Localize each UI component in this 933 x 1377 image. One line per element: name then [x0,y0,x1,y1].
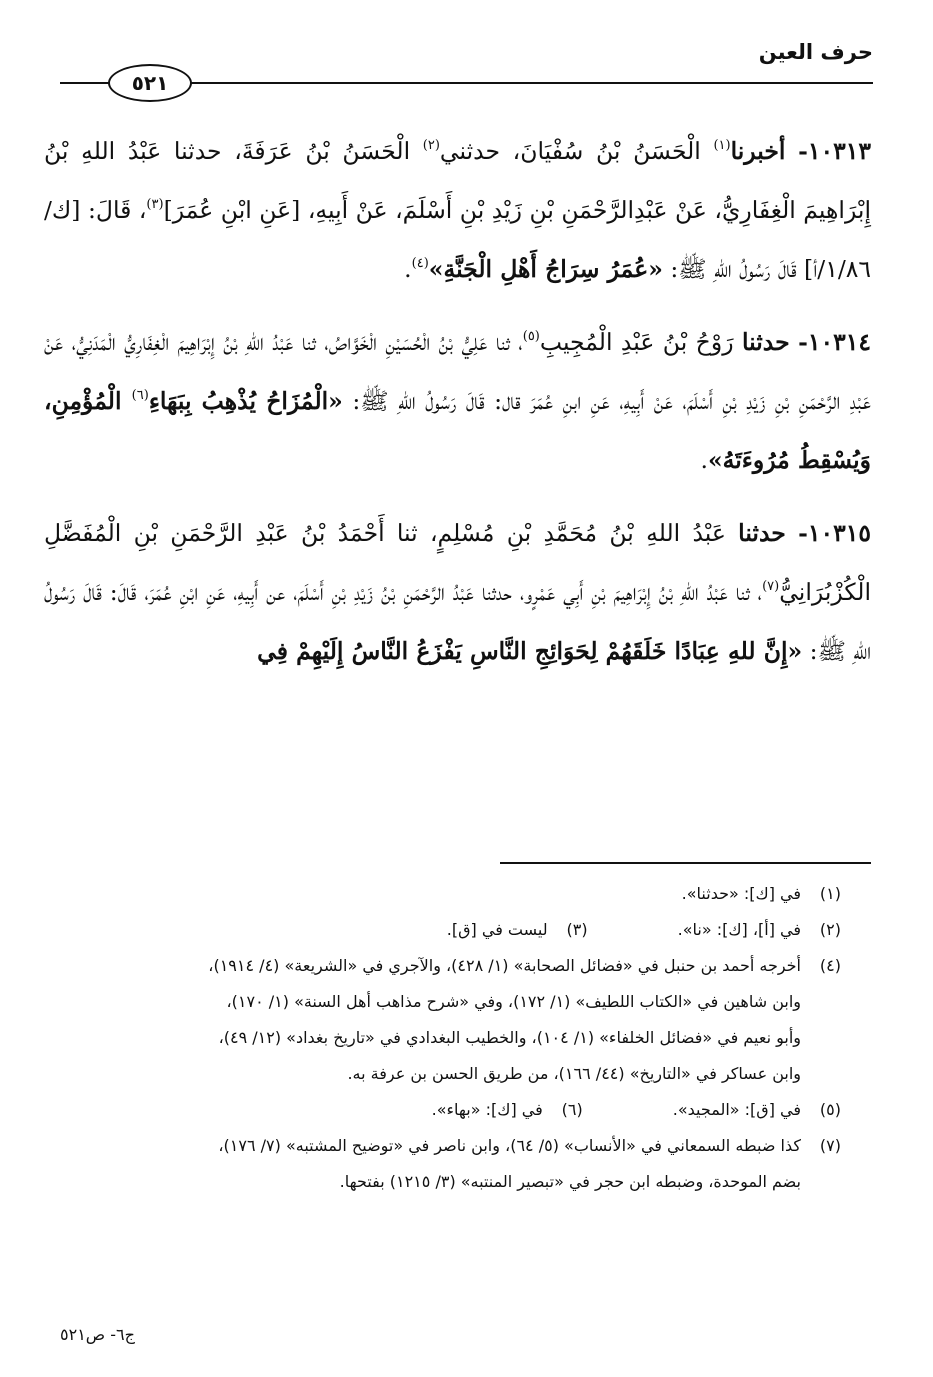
footnote-5-6 [110,1092,841,1128]
footnote-ref[interactable]: (٢) [422,138,440,153]
footnote-text: في [ك]: «حدثنا». [681,884,801,903]
hadith-quote: «إِنَّ للهِ عِبَادًا خَلَقَهُمْ لِحَوَائِجِ النَّاسِ يَفْزَعُ النَّاسُ إِلَيْهِمْ فِي [257,637,803,665]
footnotes [110,876,841,1200]
hadith-text: ، قَالَ: [ك/١/٨٦/أ] قَالَ رَسُولُ اللهِ ﷺ: [44,196,871,283]
footnote-6 [432,1100,583,1119]
hadith-keyword: حدثنا [738,519,786,547]
hadith-10315 [44,504,871,681]
footnote-ref[interactable]: (١) [713,138,731,153]
hadith-number: ١٠٣١٤- [798,328,871,356]
footnote-text: في [ق]: «المجيد». [672,1100,801,1119]
footnote-ref[interactable]: (٦) [131,388,149,403]
hadith-text: عَبْدُ اللهِ بْنُ مُحَمَّدِ بْنِ مُسْلِمٍ، ثنا أَحْمَدُ بْنُ عَبْدِ الرَّحْمَنِ بْنِ الْمُفَضَّلِ الْكُزْبُرَانِيُّ [44,519,871,606]
hadith-keyword: أخبرنا [730,137,786,165]
hadith-quote: «عُمَرُ سِرَاجُ أَهْلِ الْجَنَّةِ» [428,255,663,283]
hadith-10313 [44,122,871,299]
footnotes-separator [500,862,871,864]
footnote-ref[interactable]: (٣) [146,197,164,212]
footnote-text: في [أ]، [ك]: «نا». [677,920,801,939]
footnote-number: (٣) [566,920,588,939]
footnote-ref[interactable]: (٥) [522,329,540,344]
footnote-1 [110,876,841,912]
footnote-number: (٦) [561,1100,583,1119]
footnote-number: (٢) [819,920,841,939]
hadith-quote: «الْمُزَاحُ يُذْهِبُ بِبَهَاءِ [148,387,343,415]
hadith-number: ١٠٣١٥- [798,519,871,547]
chapter-title: حرف العين [758,40,873,64]
hadith-text: الْحَسَنُ بْنُ عَرَفَةَ، حدثنا عَبْدُ اللهِ بْنُ إِبْرَاهِيمَ الْغِفَارِيُّ، عَنْ عَبْدِالرَّحْمَنِ بْنِ زَيْدِ بْنِ أَسْلَمَ، عَنْ أَبِيهِ، [عَنِ ابْنِ عُمَرَ] [44,137,871,224]
footnote-4 [110,948,841,984]
footnote-7 [110,1128,841,1164]
hadith-number: ١٠٣١٣- [798,137,871,165]
footnote-text: ليست في [ق]. [446,920,548,939]
page-number: ٥٢١ [131,71,169,95]
hadith-10314 [44,313,871,490]
footnote-text: كذا ضبطه السمعاني في «الأنساب» (٥/ ٦٤)، وابن ناصر في «توضيح المشتبه» (٧/ ١٧٦)، [218,1136,801,1155]
page-number-badge [108,64,192,102]
hadith-quote: الْمُؤْمِنِ، وَيُسْقِطُ مُرُوءَتَهُ» [44,387,871,474]
footnote-text: أخرجه أحمد بن حنبل في «فضائل الصحابة» (١/ ٤٢٨)، والآجري في «الشريعة» (٤/ ١٩١٤)، [208,956,801,975]
footnote-number: (٧) [819,1136,841,1155]
footnote-ref[interactable]: (٧) [762,579,780,594]
hadith-end: . [404,255,412,283]
hadith-text: الْحَسَنُ بْنُ سُفْيَانَ، حدثني [439,137,714,165]
hadith-text: ، ثنا عَلِيُّ بْنُ الْحُسَيْنِ الْخَوَّاصُ، ثنا عَبْدُ اللهِ بْنُ إِبْرَاهِيمَ الْغِفَارِيُّ الْمَدَنِيُّ، عَنْ عَبْدِ الرَّحْمَنِ بْنِ زَيْدِ بْنِ أَسْلَمَ، عَنْ أَبِيهِ، عَنِ ابنِ عُمَرَ قال: قَالَ رَسُولُ اللهِ ﷺ: [44,328,871,415]
footnote-number: (١) [819,884,841,903]
hadith-text: ، ثنا عَبْدُ اللهِ بْنُ إِبْرَاهِيمَ بْنِ أَبِي عَمْرٍو، حدثنا عَبْدُ الرَّحْمَنِ بْنُ زَيْدِ بْنِ أَسْلَمَ، عن أَبِيهِ، عَنِ ابْنِ عُمَرَ، قَالَ: قَالَ رَسُولُ اللهِ ﷺ: [44,578,871,665]
footnote-number: (٥) [819,1100,841,1119]
footnote-2-3 [110,912,841,948]
volume-page-reference: ج٦- ص٥٢١ [60,1325,135,1344]
main-text [44,122,871,695]
hadith-keyword: حدثنا [742,328,790,356]
footnote-7-line: بضم الموحدة، وضبطه ابن حجر في «تبصير المنتبه» (٣/ ١٢١٥) بفتحها. [339,1172,801,1191]
footnote-number: (٤) [819,956,841,975]
hadith-end: . [700,446,708,474]
footnote-4-line: وأبو نعيم في «فضائل الخلفاء» (١/ ١٠٤)، والخطيب البغدادي في «تاريخ بغداد» (١٢/ ٤٩)، [218,1028,801,1047]
footnote-3 [447,920,588,939]
footnote-ref[interactable]: (٤) [411,256,429,271]
footnote-4-line: وابن عساكر في «التاريخ» (٤٤/ ١٦٦)، من طريق الحسن بن عرفة به. [347,1064,801,1083]
hadith-text: رَوْحُ بْنُ عَبْدِ الْمُجِيبِ [539,328,742,356]
footnote-text: في [ك]: «بهاء». [431,1100,543,1119]
footnote-4-line: وابن شاهين في «الكتاب اللطيف» (١/ ١٧٢)، وفي «شرح مذاهب أهل السنة» (١/ ١٧٠)، [226,992,801,1011]
